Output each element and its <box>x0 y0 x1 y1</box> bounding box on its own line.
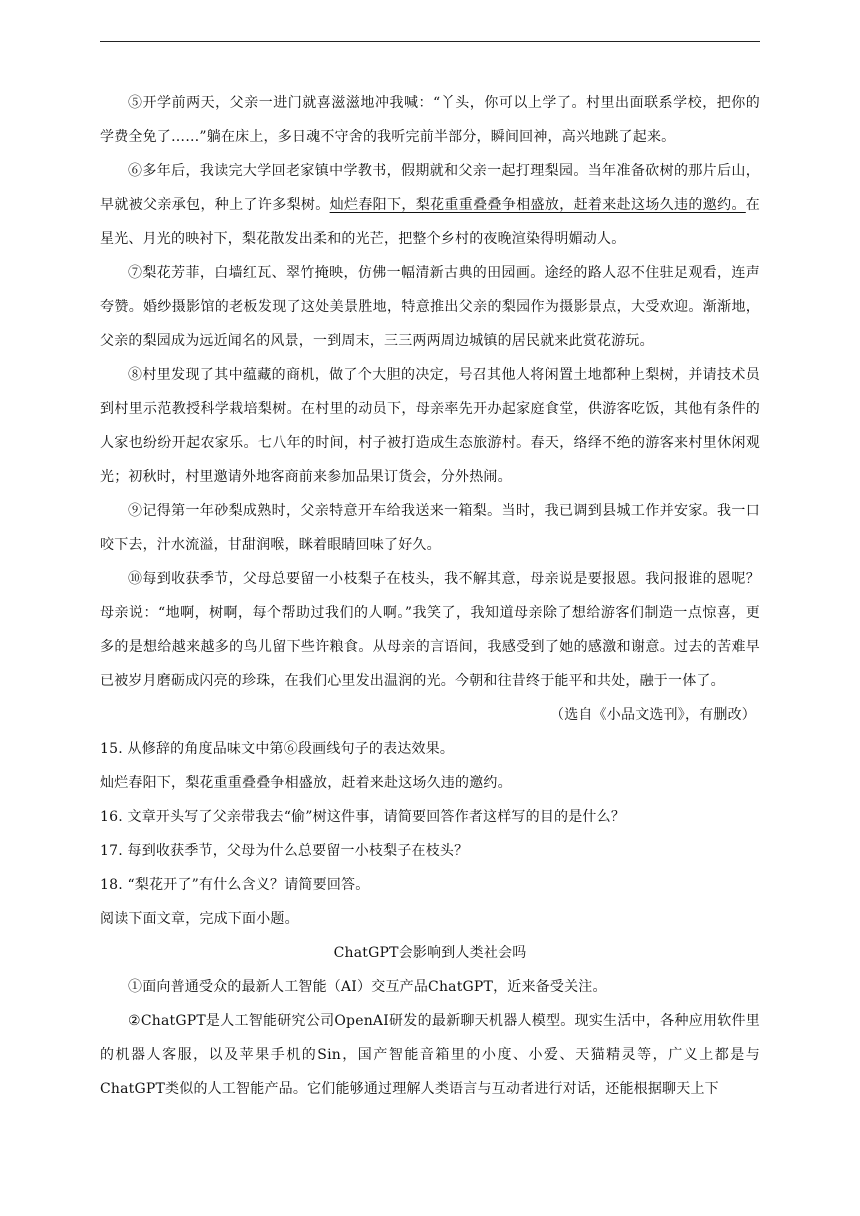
paragraph-6-text-a: ⑥多年后，我读完大学回老家镇中学教书，假期就和父亲一起打理梨园。当年准备砍树的那片后山，早就被父亲承包，种上了许多梨树。 <box>100 163 760 213</box>
header-rule <box>100 41 760 42</box>
article-paragraph-2: ②ChatGPT是人工智能研究公司OpenAI研发的最新聊天机器人模型。现实生活中，各种应用软件里的机器人客服，以及苹果手机的Sin，国产智能音箱里的小度、小爱、天猫精灵等，广义上都是与ChatGPT类似的人工智能产品。它们能够通过理解人类语言与互动者进行对话，还能根据聊天上下 <box>100 1013 760 1097</box>
paragraph-9: ⑨记得第一年砂梨成熟时，父亲特意开车给我送来一箱梨。当时，我已调到县城工作并安家。我一口咬下去，汁水流溢，甘甜润喉，眯着眼睛回味了好久。 <box>100 503 760 553</box>
question-18: 18. “梨花开了”有什么含义？请简要回答。 <box>100 877 370 893</box>
article-paragraph-1: ①面向普通受众的最新人工智能（AI）交互产品ChatGPT，近来备受关注。 <box>128 979 607 995</box>
question-15-quote: 灿烂春阳下，梨花重重叠叠争相盛放，赶着来赴这场久违的邀约。 <box>100 775 512 791</box>
paragraph-8: ⑧村里发现了其中蕴藏的商机，做了个大胆的决定，号召其他人将闲置土地都种上梨树，并请技术员到村里示范教授科学栽培梨树。在村里的动员下，母亲率先开办起家庭食堂，供游客吃饭，其他有条件的人家也纷纷开起农家乐。七八年的时间，村子被打造成生态旅游村。春天，络绎不绝的游客来村里休闲观光；初秋时，村里邀请外地客商前来参加品果订货会，分外热闹。 <box>100 367 760 485</box>
question-17: 17. 每到收获季节，父母为什么总要留一小枝梨子在枝头？ <box>100 843 469 859</box>
paragraph-10: ⑩每到收获季节，父母总要留一小枝梨子在枝头，我不解其意，母亲说是要报恩。我问报谁的恩呢？母亲说：“地啊，树啊，每个帮助过我们的人啊。”我笑了，我知道母亲除了想给游客们制造一点惊喜，更多的是想给越来越多的鸟儿留下些许粮食。从母亲的言语间，我感受到了她的感激和谢意。过去的苦难早已被岁月磨砺成闪亮的珍珠，在我们心里发出温润的光。今朝和往昔终于能平和共处，融于一体了。 <box>100 571 760 689</box>
source-citation: （选自《小品文选刊》，有删改） <box>550 707 756 723</box>
question-15: 15. 从修辞的角度品味文中第⑥段画线句子的表达效果。 <box>100 741 455 757</box>
paragraph-6 <box>100 154 760 256</box>
paragraph-6-text-b: 在星光、月光的映衬下，梨花散发出柔和的光芒，把整个乡村的夜晚渲染得明媚动人。 <box>100 197 760 247</box>
paragraph-7: ⑦梨花芳菲，白墙红瓦、翠竹掩映，仿佛一幅清新古典的田园画。途经的路人忍不住驻足观看，连声夸赞。婚纱摄影馆的老板发现了这处美景胜地，特意推出父亲的梨园作为摄影景点，大受欢迎。渐渐地，父亲的梨园成为远近闻名的风景，一到周末，三三两两周边城镇的居民就来此赏花游玩。 <box>100 265 760 349</box>
article-title: ChatGPT会影响到人类社会吗 <box>333 945 527 961</box>
document-body <box>100 86 760 1106</box>
question-16: 16. 文章开头写了父亲带我去“偷”树这件事，请简要回答作者这样写的目的是什么？ <box>100 809 626 825</box>
underlined-sentence: 灿烂春阳下，梨花重重叠叠争相盛放，赶着来赴这场久违的邀约。 <box>329 197 746 213</box>
paragraph-5: ⑤开学前两天，父亲一进门就喜滋滋地冲我喊：“丫头，你可以上学了。村里出面联系学校，把你的学费全免了……”躺在床上，多日魂不守舍的我听完前半部分，瞬间回神，高兴地跳了起来。 <box>100 95 760 145</box>
reading-instruction: 阅读下面文章，完成下面小题。 <box>100 911 299 927</box>
